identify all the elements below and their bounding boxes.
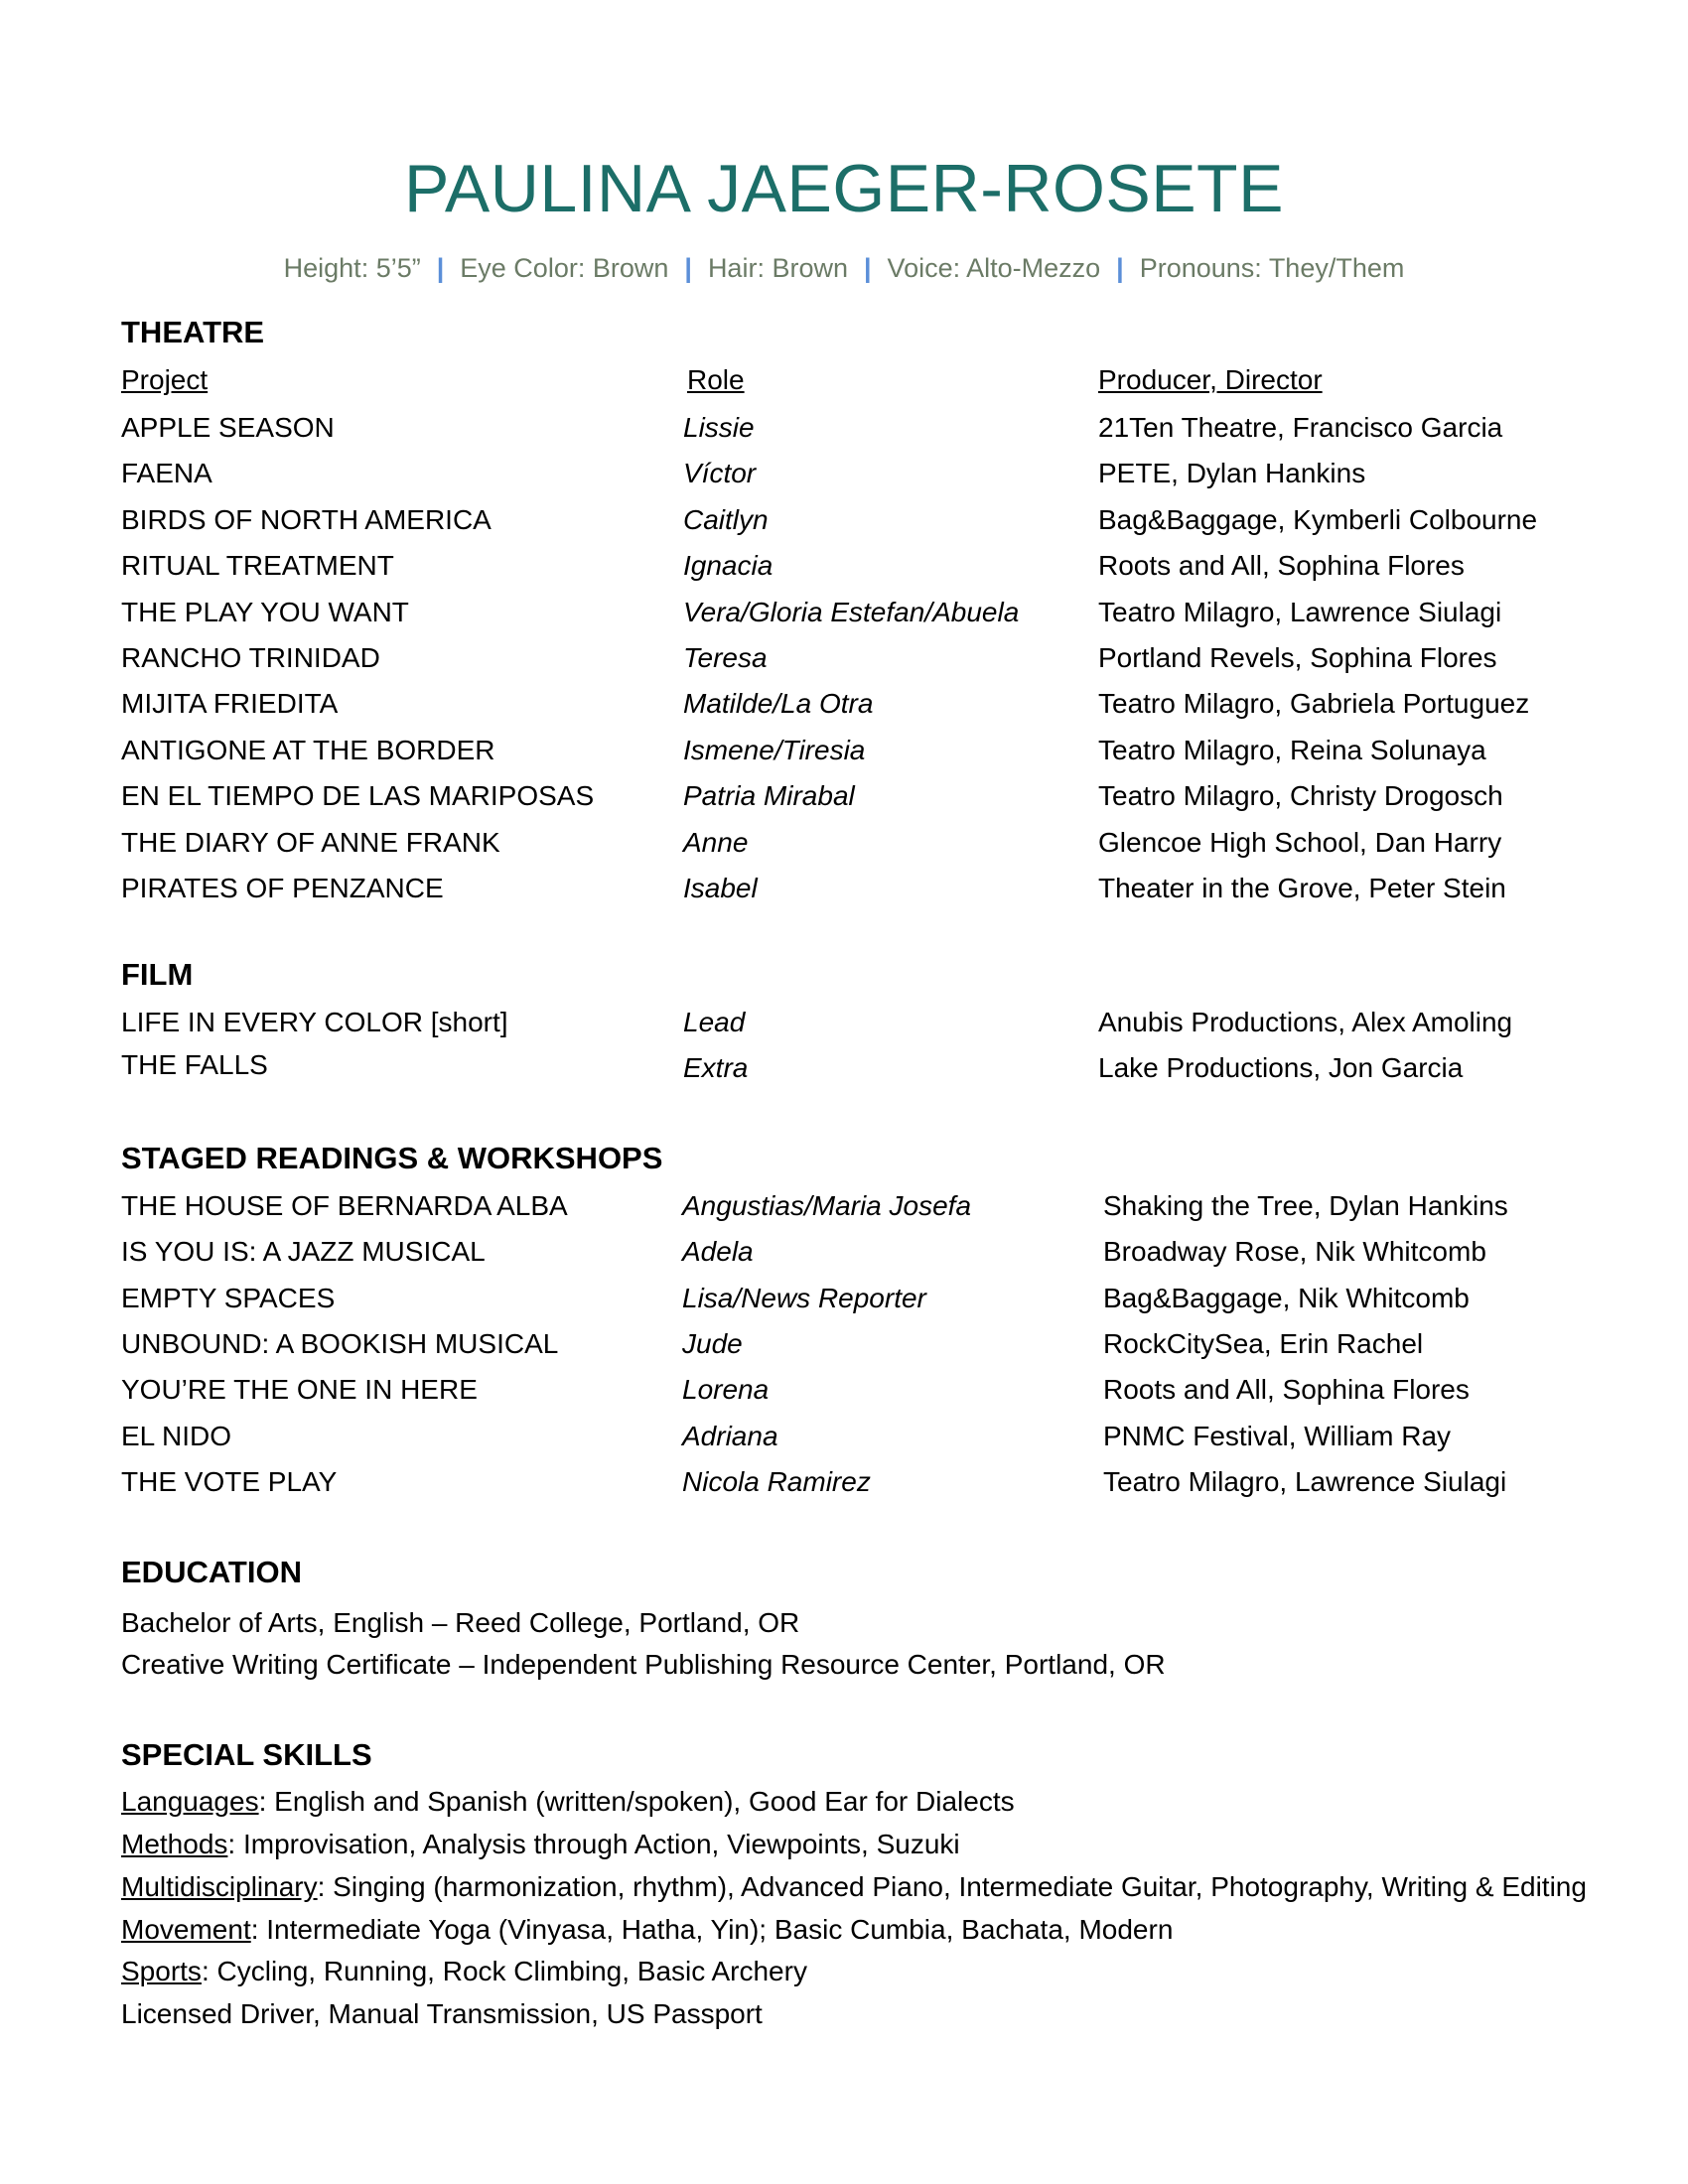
table-row <box>121 1183 1591 1229</box>
skills-heading: SPECIAL SKILLS <box>121 1737 372 1772</box>
table-row <box>121 728 1591 773</box>
table-row <box>121 866 1591 911</box>
skill-text: : Cycling, Running, Rock Climbing, Basic Archery <box>201 1956 807 1986</box>
table-row <box>121 681 1591 727</box>
project-cell: EL NIDO <box>121 1420 231 1451</box>
producer-cell: 21Ten Theatre, Francisco Garcia <box>1098 412 1503 443</box>
producer-cell: Teatro Milagro, Reina Solunaya <box>1098 734 1486 765</box>
skill-label: Movement <box>121 1914 251 1945</box>
role-cell: Anne <box>683 826 749 858</box>
theatre-heading: THEATRE <box>121 315 265 349</box>
table-row <box>121 1367 1591 1413</box>
table-row <box>121 635 1591 681</box>
producer-cell: PETE, Dylan Hankins <box>1098 458 1366 489</box>
project-cell: THE PLAY YOU WANT <box>121 596 409 627</box>
project-cell: LIFE IN EVERY COLOR [short] <box>121 1007 508 1037</box>
producer-cell: Teatro Milagro, Christy Drogosch <box>1098 780 1503 812</box>
role-cell: Jude <box>682 1327 743 1359</box>
project-cell: YOU’RE THE ONE IN HERE <box>121 1374 478 1406</box>
project-cell: APPLE SEASON <box>121 412 335 443</box>
table-row <box>121 773 1591 819</box>
producer-cell: Anubis Productions, Alex Amoling <box>1098 1007 1513 1037</box>
producer-cell: Teatro Milagro, Gabriela Portuguez <box>1098 688 1530 720</box>
role-cell: Ignacia <box>683 550 774 582</box>
project-cell: THE FALLS <box>121 1049 268 1080</box>
role-cell: Adela <box>682 1236 754 1268</box>
table-row <box>121 820 1591 866</box>
skill-sports <box>121 1951 1630 1992</box>
role-cell: Víctor <box>683 458 757 489</box>
separator: | <box>684 253 692 283</box>
column-role: Role <box>687 364 745 395</box>
producer-cell: Theater in the Grove, Peter Stein <box>1098 873 1506 903</box>
skill-text: : Singing (harmonization, rhythm), Advanced Piano, Intermediate Guitar, Photography, Writing & Editing <box>317 1871 1587 1902</box>
project-cell: BIRDS OF NORTH AMERICA <box>121 503 492 535</box>
skill-label: Sports <box>121 1956 202 1986</box>
table-row <box>121 1042 1591 1088</box>
producer-cell: Shaking the Tree, Dylan Hankins <box>1103 1190 1508 1221</box>
project-cell: UNBOUND: A BOOKISH MUSICAL <box>121 1327 559 1359</box>
project-cell: THE DIARY OF ANNE FRANK <box>121 826 500 858</box>
skill-methods <box>121 1824 1630 1865</box>
role-cell: Patria Mirabal <box>683 780 855 812</box>
project-cell: THE HOUSE OF BERNARDA ALBA <box>121 1190 568 1221</box>
producer-cell: Broadway Rose, Nik Whitcomb <box>1103 1236 1486 1268</box>
producer-cell: Lake Productions, Jon Garcia <box>1098 1052 1464 1083</box>
skill-label: Languages <box>121 1786 259 1817</box>
stat-eye-color: Eye Color: Brown <box>460 253 669 283</box>
project-cell: EMPTY SPACES <box>121 1282 336 1313</box>
role-cell: Lead <box>683 1007 746 1037</box>
skill-text: : English and Spanish (written/spoken), Good Ear for Dialects <box>258 1786 1015 1817</box>
role-cell: Caitlyn <box>683 503 769 535</box>
producer-cell: Glencoe High School, Dan Harry <box>1098 826 1502 858</box>
column-producer: Producer, Director <box>1098 364 1323 395</box>
table-row <box>121 1276 1591 1321</box>
project-cell: FAENA <box>121 458 212 489</box>
project-cell: PIRATES OF PENZANCE <box>121 873 444 903</box>
stat-height: Height: 5’5” <box>283 253 421 283</box>
film-heading: FILM <box>121 957 194 992</box>
producer-cell: Bag&Baggage, Nik Whitcomb <box>1103 1282 1470 1313</box>
table-row <box>121 497 1591 543</box>
role-cell: Lorena <box>682 1374 770 1406</box>
table-row <box>121 1321 1591 1367</box>
role-cell: Isabel <box>683 873 758 903</box>
skill-label: Multidisciplinary <box>121 1871 318 1902</box>
producer-cell: Teatro Milagro, Lawrence Siulagi <box>1103 1465 1507 1497</box>
role-cell: Matilde/La Otra <box>683 688 874 720</box>
producer-cell: Roots and All, Sophina Flores <box>1098 550 1465 582</box>
stat-hair: Hair: Brown <box>707 253 848 283</box>
table-row <box>121 1414 1591 1459</box>
skill-multidisciplinary <box>121 1866 1630 1908</box>
stats-line <box>0 249 1688 287</box>
separator: | <box>436 253 445 283</box>
table-row <box>121 1229 1591 1275</box>
project-cell: RITUAL TREATMENT <box>121 550 394 582</box>
table-row <box>121 405 1591 451</box>
project-cell: IS YOU IS: A JAZZ MUSICAL <box>121 1236 486 1268</box>
education-heading: EDUCATION <box>121 1555 302 1589</box>
education-line: Creative Writing Certificate – Independent Publishing Resource Center, Portland, OR <box>121 1649 1166 1680</box>
separator: | <box>863 253 872 283</box>
role-cell: Ismene/Tiresia <box>683 734 866 765</box>
skill-movement <box>121 1909 1630 1951</box>
project-cell: RANCHO TRINIDAD <box>121 642 380 673</box>
project-cell: EN EL TIEMPO DE LAS MARIPOSAS <box>121 780 595 812</box>
table-row <box>121 590 1591 635</box>
role-cell: Extra <box>683 1052 749 1083</box>
table-row <box>121 1000 1591 1045</box>
table-row <box>121 451 1591 496</box>
stat-voice: Voice: Alto-Mezzo <box>887 253 1101 283</box>
skill-label: Methods <box>121 1829 228 1859</box>
separator: | <box>1116 253 1124 283</box>
producer-cell: Roots and All, Sophina Flores <box>1103 1374 1470 1406</box>
role-cell: Adriana <box>682 1420 778 1451</box>
project-cell: MIJITA FRIEDITA <box>121 688 339 720</box>
skill-text: : Improvisation, Analysis through Action, Viewpoints, Suzuki <box>227 1829 960 1859</box>
skill-extra: Licensed Driver, Manual Transmission, US Passport <box>121 1998 763 2029</box>
role-cell: Angustias/Maria Josefa <box>682 1190 972 1221</box>
project-cell: THE VOTE PLAY <box>121 1465 338 1497</box>
performer-name: PAULINA JAEGER-ROSETE <box>404 151 1284 226</box>
role-cell: Teresa <box>683 642 768 673</box>
table-row <box>121 1459 1591 1505</box>
producer-cell: Teatro Milagro, Lawrence Siulagi <box>1098 596 1502 627</box>
producer-cell: Portland Revels, Sophina Flores <box>1098 642 1497 673</box>
producer-cell: Bag&Baggage, Kymberli Colbourne <box>1098 503 1538 535</box>
theatre-column-headers <box>121 357 1591 403</box>
table-row <box>121 543 1591 589</box>
readings-heading: STAGED READINGS & WORKSHOPS <box>121 1141 663 1175</box>
skill-languages <box>121 1781 1630 1823</box>
stat-pronouns: Pronouns: They/Them <box>1139 253 1405 283</box>
role-cell: Lissie <box>683 412 755 443</box>
producer-cell: RockCitySea, Erin Rachel <box>1103 1327 1424 1359</box>
education-line: Bachelor of Arts, English – Reed College, Portland, OR <box>121 1607 800 1638</box>
skill-text: : Intermediate Yoga (Vinyasa, Hatha, Yin); Basic Cumbia, Bachata, Modern <box>250 1914 1174 1945</box>
role-cell: Nicola Ramirez <box>682 1465 871 1497</box>
role-cell: Lisa/News Reporter <box>682 1282 926 1313</box>
column-project: Project <box>121 364 209 395</box>
project-cell: ANTIGONE AT THE BORDER <box>121 734 495 765</box>
role-cell: Vera/Gloria Estefan/Abuela <box>683 596 1020 627</box>
producer-cell: PNMC Festival, William Ray <box>1103 1420 1452 1451</box>
